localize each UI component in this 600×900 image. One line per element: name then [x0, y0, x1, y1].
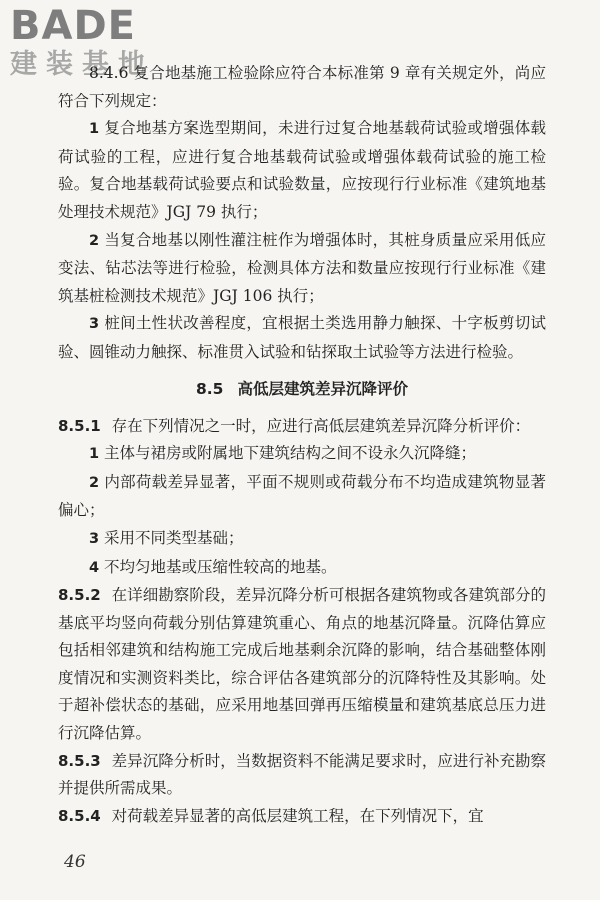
- list-item-number: 3: [89, 530, 100, 547]
- list-item-number: 2: [89, 474, 100, 491]
- list-item-text: 当复合地基以刚性灌注桩作为增强体时，其桩身质量应采用低应变法、钻芯法等进行检验，检测具体方法和数量应按现行行业标准《建筑基桩检测技术规范》JGJ 106 执行；: [58, 230, 546, 305]
- clause-8-5-4: [58, 803, 546, 831]
- clause-text: 在详细勘察阶段，差异沉降分析可根据各建筑物或各建筑部分的基底平均竖向荷载分别估算建筑重心、角点的地基沉降量。沉降估算应包括相邻建筑和结构施工完成后地基剩余沉降的影响，结合基础整体刚度情况和实测资料类比，综合评估各建筑部分的沉降特性及其影响。处于超补偿状态的基础，应采用地基回弹再压缩模量和建筑基底总压力进行沉降估算。: [58, 586, 546, 743]
- list-item-1: [58, 115, 546, 226]
- list-item-3: [58, 310, 546, 366]
- section-number: 8.5: [196, 379, 224, 398]
- clause-8-5-1: [58, 413, 546, 441]
- list-item-2: [58, 469, 546, 525]
- clause-8-4-6-intro: 8.4.6 复合地基施工检验除应符合本标准第 9 章有关规定外，尚应符合下列规定：: [58, 64, 546, 110]
- clause-text: 差异沉降分析时，当数据资料不能满足要求时，应进行补充勘察并提供所需成果。: [58, 751, 546, 798]
- clause-text: 对荷载差异显著的高低层建筑工程，在下列情况下，宜: [111, 806, 484, 825]
- clause-8-5-2: [58, 582, 546, 748]
- list-item-number: 2: [89, 232, 100, 249]
- list-item-3: [58, 525, 546, 554]
- list-item-4: [58, 554, 546, 583]
- list-item-1: [58, 440, 546, 469]
- section-title: 高低层建筑差异沉降评价: [237, 379, 408, 398]
- page-number: 46: [64, 852, 86, 872]
- watermark-chinese-text: 建装基地: [10, 49, 154, 80]
- clause-text: 存在下列情况之一时，应进行高低层建筑差异沉降分析评价：: [111, 416, 531, 435]
- list-item-text: 桩间土性状改善程度，宜根据土类选用静力触探、十字板剪切试验、圆锥动力触探、标准贯入试验和钻探取土试验等方法进行检验。: [58, 314, 546, 361]
- clause-number: 8.5.4: [58, 806, 101, 825]
- list-item-number: 3: [89, 316, 100, 333]
- body-text: [58, 60, 546, 830]
- list-item-number: 4: [89, 559, 100, 576]
- list-item-number: 1: [89, 446, 100, 463]
- clause-number: 8.5.2: [58, 586, 101, 605]
- list-item-text: 复合地基方案选型期间，未进行过复合地基载荷试验或增强体载荷试验的工程，应进行复合地基载荷试验或增强体载荷试验的施工检验。复合地基载荷试验要点和试验数量，应按现行行业标准《建筑地基处理技术规范》JGJ 79 执行；: [58, 119, 546, 221]
- list-item-2: [58, 227, 546, 311]
- list-item-text: 采用不同类型基础；: [104, 528, 244, 547]
- list-item-text: 主体与裙房或附属地下建筑结构之间不设永久沉降缝；: [104, 444, 477, 463]
- clause-8-5-3: [58, 748, 546, 803]
- clause-number: 8.5.3: [58, 751, 101, 770]
- list-item-text: 不均匀地基或压缩性较高的地基。: [104, 557, 337, 576]
- list-item-number: 1: [89, 121, 100, 138]
- clause-number: 8.5.1: [58, 416, 101, 435]
- section-heading: [58, 375, 546, 403]
- watermark-logo-text: BADE: [10, 3, 136, 49]
- list-item-text: 内部荷载差异显著，平面不规则或荷载分布不均造成建筑物显著偏心；: [58, 472, 546, 520]
